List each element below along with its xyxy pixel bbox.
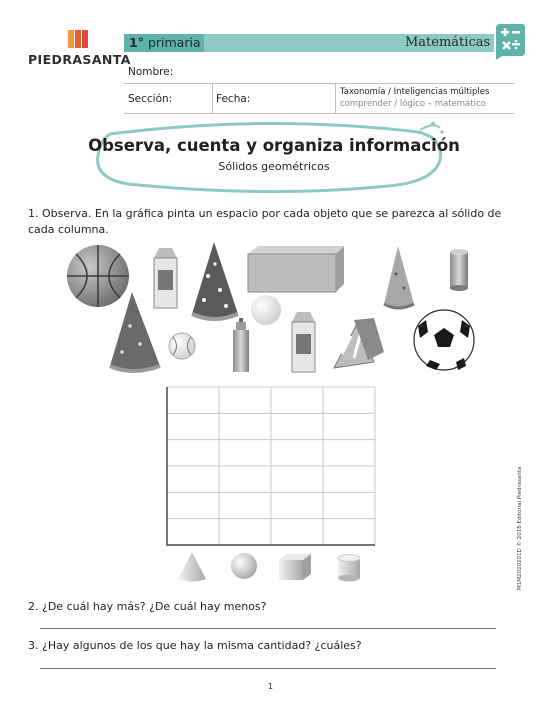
grade-number: 1°: [129, 35, 144, 50]
party-hat-icon: [110, 292, 160, 371]
sphere-icon: [231, 553, 257, 579]
solids-row: [166, 546, 376, 586]
math-operations-icon: [492, 22, 526, 60]
subject-label: Matemáticas: [405, 35, 491, 50]
milk-carton-icon: [292, 312, 315, 372]
form-divider: [212, 83, 213, 113]
activity-title: Observa, cuenta y organiza información: [88, 136, 460, 155]
prism-icon: [279, 554, 311, 580]
name-label: Nombre:: [128, 66, 174, 78]
title-banner: [88, 118, 448, 196]
logo-book-icon: [66, 28, 90, 52]
activity-subtitle: Sólidos geométricos: [218, 160, 330, 173]
question-2: 2. ¿De cuál hay más? ¿De cuál hay menos?: [28, 600, 267, 613]
basketball-icon: [67, 245, 129, 307]
answer-line[interactable]: [40, 628, 496, 629]
grade-label: [129, 35, 201, 50]
party-hat-icon: [192, 242, 238, 319]
cylinder-icon: [338, 555, 360, 582]
ball-icon: [251, 295, 281, 325]
publisher-code: M1M2020201D © 2018 Editorial Piedrasanta: [517, 466, 523, 590]
page-number: 1: [268, 682, 274, 691]
taxonomy-subtitle: comprender / lógico – matemático: [340, 99, 486, 109]
question-1: 1. Observa. En la gráfica pinta un espacio por cada objeto que se parezca al sólido de cada columna.: [28, 207, 502, 236]
form-divider: [335, 83, 336, 113]
objects-illustration: [58, 236, 488, 386]
question-3: 3. ¿Hay algunos de los que hay la misma cantidad? ¿cuáles?: [28, 639, 362, 652]
section-label: Sección:: [128, 93, 173, 105]
tally-graph[interactable]: [166, 386, 376, 546]
cone-icon: [178, 552, 206, 582]
logo-text: PIEDRASANTA: [28, 52, 131, 67]
taxonomy-title: Taxonomía / Inteligencias múltiples: [340, 87, 490, 97]
shoebox-icon: [248, 246, 344, 292]
traffic-cone-icon: [334, 318, 384, 368]
answer-line[interactable]: [40, 668, 496, 669]
cylinder-can-icon: [450, 249, 468, 291]
party-hat-icon: [384, 246, 414, 308]
soccer-ball-icon: [414, 310, 474, 370]
baseball-icon: [169, 333, 195, 359]
milk-carton-icon: [154, 248, 177, 308]
form-divider: [124, 83, 514, 84]
grade-text: primaria: [147, 35, 201, 50]
date-label: Fecha:: [216, 93, 251, 105]
form-divider: [124, 113, 514, 114]
spray-can-icon: [233, 318, 249, 372]
